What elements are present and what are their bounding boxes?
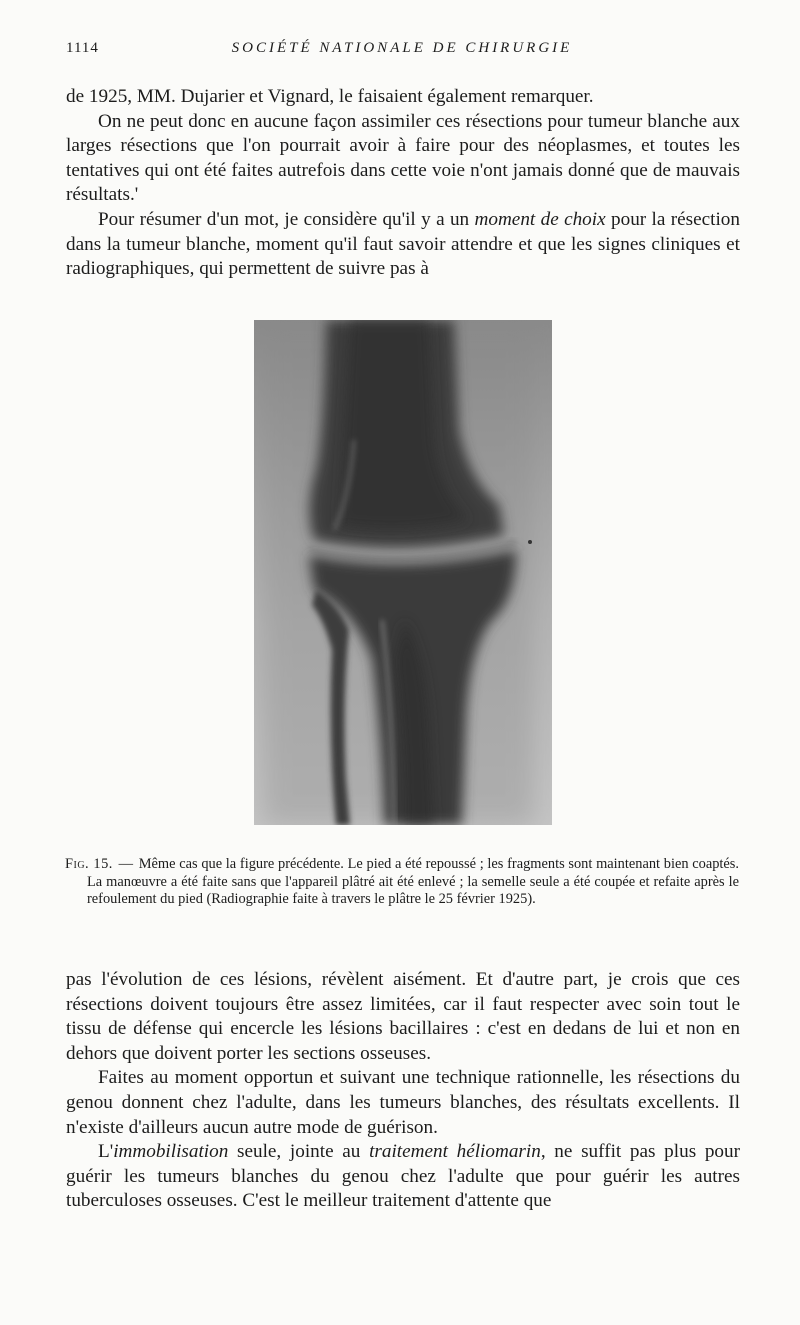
- emphasis: moment de choix: [474, 208, 606, 230]
- text-run: pour la résection dans la tumeur blanche, moment qu'il faut savoir attendre et que les signes cliniques et radiographiques, qui permettent de suivre pas à: [66, 208, 740, 280]
- figure-caption: [65, 856, 739, 909]
- emphasis: immobilisation: [113, 1141, 229, 1163]
- paragraph: [66, 208, 740, 282]
- page-number: 1114: [66, 40, 99, 56]
- paragraph: Faites au moment opportun et suivant une technique rationnelle, les résections du genou donnent chez l'adulte, dans les tumeurs blanches, des résultats excellents. Il n'existe d'ailleurs aucun autre mode de guérison.: [66, 1067, 740, 1138]
- caption-dash: —: [118, 856, 133, 872]
- body-text-bottom: [66, 968, 740, 1214]
- figure-label: Fig. 15.: [65, 856, 113, 872]
- radiograph-image: [254, 320, 552, 825]
- text-run: , ne suffit pas plus pour guérir les tumeurs blanches du genou chez l'adulte que pour guérir les autres tuberculoses osseuses. C'est le meilleur traitement d'attente que: [66, 1141, 741, 1212]
- paragraph: pas l'évolution de ces lésions, révèlent aisément. Et d'autre part, je crois que ces résections doivent toujours être assez limitées, car il faut respecter avec soin tout le tissu de défense qui encercle les lésions bacillaires : c'est en dedans de lui et non en dehors que doivent porter les sections osseuses.: [66, 969, 740, 1064]
- text-run: seule, jointe au: [228, 1141, 370, 1163]
- body-text-top: [66, 85, 740, 282]
- page-header: [66, 40, 738, 66]
- text-run: Pour résumer d'un mot, je considère qu'il y a un: [98, 208, 475, 230]
- paragraph: de 1925, MM. Dujarier et Vignard, le faisaient également remarquer.: [66, 86, 594, 107]
- running-title: SOCIÉTÉ NATIONALE DE CHIRURGIE: [231, 40, 573, 56]
- text-run: L': [98, 1141, 114, 1163]
- paragraph: [66, 1140, 740, 1214]
- radiograph-figure: [254, 320, 552, 825]
- paragraph: On ne peut donc en aucune façon assimiler ces résections pour tumeur blanche aux larges résections que l'on pourrait avoir à faire pour des néoplasmes, et toutes les tentatives qui ont été faites autrefois dans cette voie n'ont jamais donné que de mauvais résultats.': [66, 110, 740, 206]
- caption-text: Même cas que la figure précédente. Le pied a été repoussé ; les fragments sont maintenant bien coaptés. La manœuvre a été faite sans que l'appareil plâtré ait été enlevé ; la semelle seule a été coupée et refaite après le refoulement du pied (Radiographie faite à travers le plâtre le 25 février 1925).: [87, 856, 739, 908]
- emphasis: traitement héliomarin: [369, 1141, 541, 1163]
